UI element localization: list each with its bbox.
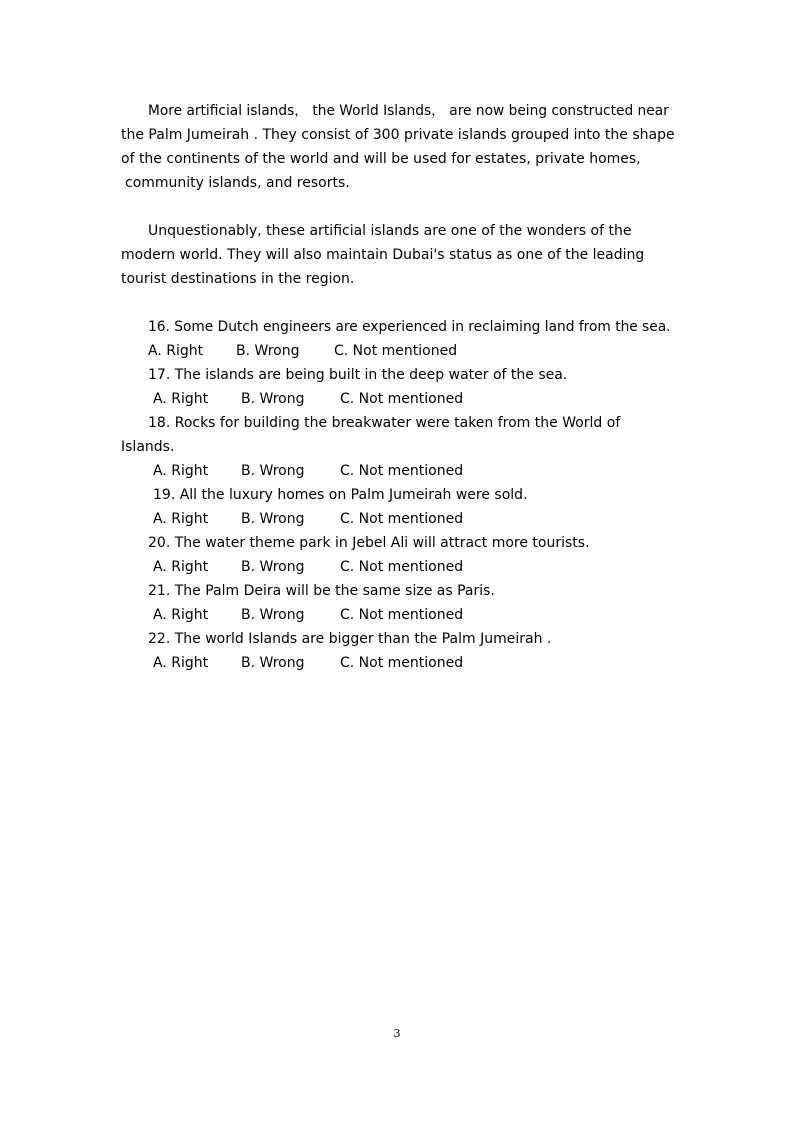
question-17-option-b: B. Wrong: [241, 391, 305, 407]
question-20: 20. The water theme park in Jebel Ali will attract more tourists.: [148, 535, 590, 551]
question-16: 16. Some Dutch engineers are experienced in reclaiming land from the sea.: [148, 319, 671, 335]
paragraph-1-line-2: the Palm Jumeirah . They consist of 300 private islands grouped into the shape: [121, 127, 675, 143]
question-16-option-b: B. Wrong: [236, 343, 300, 359]
question-19-option-b: B. Wrong: [241, 511, 305, 527]
question-18-option-c: C. Not mentioned: [340, 463, 464, 479]
question-21-option-b: B. Wrong: [241, 607, 305, 623]
question-21-option-a: A. Right: [153, 607, 209, 623]
paragraph-2-line-2: modern world. They will also maintain Dubai's status as one of the leading: [121, 247, 645, 263]
paragraph-2-line-1: Unquestionably, these artificial islands are one of the wonders of the: [148, 223, 632, 239]
question-19-option-a: A. Right: [153, 511, 209, 527]
question-18-option-a: A. Right: [153, 463, 209, 479]
question-22-option-b: B. Wrong: [241, 655, 305, 671]
question-17: 17. The islands are being built in the deep water of the sea.: [148, 367, 568, 383]
question-18-line-2: Islands.: [121, 439, 175, 455]
question-17-option-c: C. Not mentioned: [340, 391, 464, 407]
question-19-option-c: C. Not mentioned: [340, 511, 464, 527]
paragraph-2-line-3: tourist destinations in the region.: [121, 271, 355, 287]
question-20-option-a: A. Right: [153, 559, 209, 575]
question-22-option-c: C. Not mentioned: [340, 655, 464, 671]
question-16-option-c: C. Not mentioned: [334, 343, 458, 359]
question-18-option-b: B. Wrong: [241, 463, 305, 479]
paragraph-1-line-3: of the continents of the world and will be used for estates, private homes,: [121, 151, 641, 167]
question-20-option-b: B. Wrong: [241, 559, 305, 575]
paragraph-1-line-4: community islands, and resorts.: [125, 175, 350, 191]
question-17-option-a: A. Right: [153, 391, 209, 407]
question-22: 22. The world Islands are bigger than the Palm Jumeirah .: [148, 631, 552, 647]
paragraph-1-line-1: More artificial islands， the World Islands， are now being constructed near: [148, 103, 669, 119]
page-number: 3: [393, 1027, 401, 1040]
question-20-option-c: C. Not mentioned: [340, 559, 464, 575]
question-16-option-a: A. Right: [148, 343, 204, 359]
question-21: 21. The Palm Deira will be the same size as Paris.: [148, 583, 495, 599]
question-19: 19. All the luxury homes on Palm Jumeirah were sold.: [153, 487, 528, 503]
question-22-option-a: A. Right: [153, 655, 209, 671]
question-18-line-1: 18. Rocks for building the breakwater were taken from the World of: [148, 415, 621, 431]
question-21-option-c: C. Not mentioned: [340, 607, 464, 623]
